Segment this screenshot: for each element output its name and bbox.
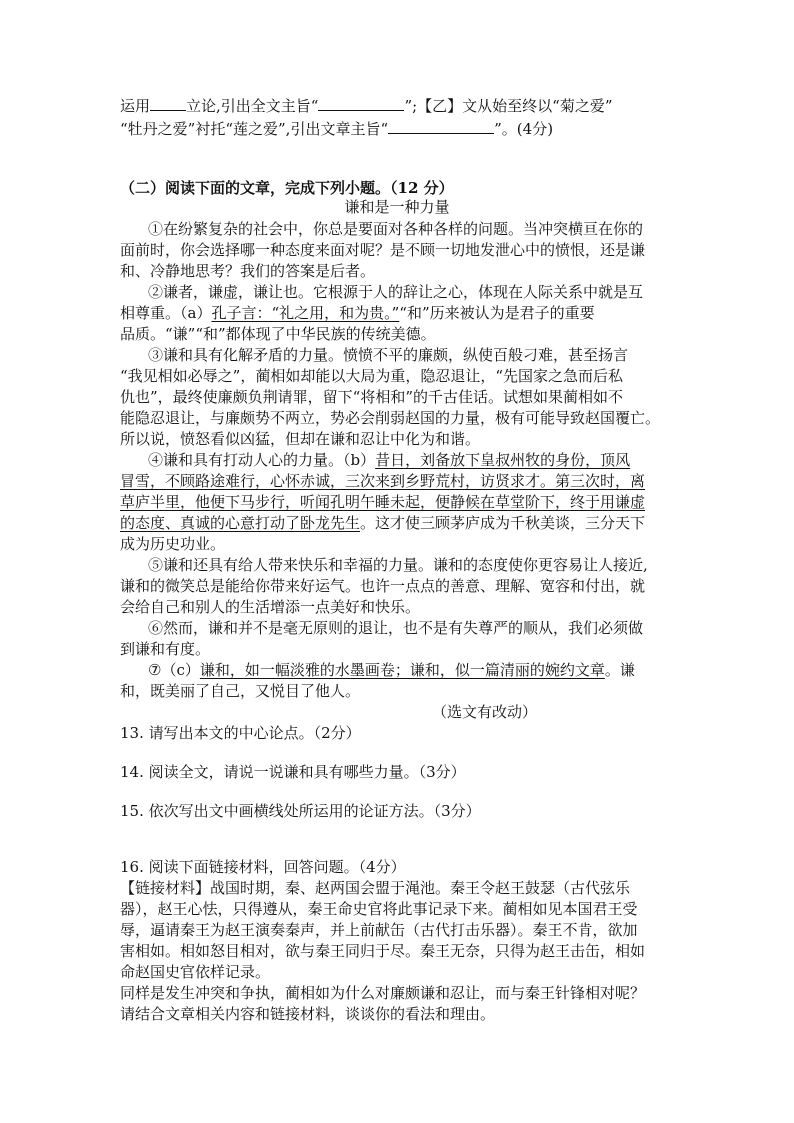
- text-segment: ④谦和具有打动人心的力量。（b）: [148, 451, 376, 469]
- paragraph-line: ⑤谦和还具有给人带来快乐和幸福的力量。谦和的态度使你更容易让人接近,: [148, 556, 648, 574]
- underlined-text: 草庐半里，他便下马步行，听闻孔明午睡未起，便静候在草堂阶下，终于用谦虚: [120, 493, 646, 511]
- paragraph-line: ①在纷繁复杂的社会中，你总是要面对各种各样的问题。当冲突横亘在你的: [148, 220, 644, 238]
- question-15: 15. 依次写出文中画横线处所运用的论证方法。（3分）: [120, 802, 481, 820]
- paragraph-line: 所以说，愤怒看似凶猛，但却在谦和忍让中化为和谐。: [120, 430, 481, 448]
- text-segment: ⑦（c）: [148, 661, 200, 679]
- text-segment: 。谦: [604, 661, 635, 679]
- material-line: 同样是发生冲突和争执，蔺相如为什么对廉颇谦和忍让，而与秦王针锋相对呢？: [120, 984, 646, 1002]
- underlined-text: 谦和，如一幅淡雅的水墨画卷；谦和，似一篇清丽的婉约文章: [199, 661, 605, 679]
- text-segment: “和”历来被认为是君子的重要: [399, 304, 595, 322]
- question-13: 13. 请写出本文的中心论点。（2分）: [120, 724, 361, 742]
- text-segment: 。这才使三顾茅庐成为千秋美谈，三分天下: [360, 514, 646, 532]
- text-segment: ”;【乙】文从始至终以“菊之爱”: [404, 97, 613, 115]
- paragraph-line: 成为历史功业。: [120, 535, 226, 553]
- answer-blank[interactable]: [388, 119, 494, 134]
- material-line: 器），赵王心怯，只得遵从，秦王命史官将此事记录下来。蔺相如见本国君王受: [120, 900, 638, 918]
- material-line: 害相如。相如怒目相对，欲与秦王同归于尽。秦王无奈，只得为赵王击缶，相如: [120, 942, 646, 960]
- answer-blank[interactable]: [318, 96, 404, 111]
- paragraph-line: ②谦者，谦虚，谦让也。它根源于人的辞让之心，体现在人际关系中就是互: [148, 283, 644, 301]
- paragraph-line: 会给自己和别人的生活增添一点美好和快乐。: [120, 598, 421, 616]
- paragraph-line: 能隐忍退让，与廉颇势不两立，势必会削弱赵国的力量，极有可能导致赵国覆亡。: [120, 409, 661, 427]
- paragraph-line: 仇也”，最终使廉颇负荆请罪，留下“将相和”的千古佳话。试想如果蔺相如不: [120, 388, 624, 406]
- paragraph-line: 和、冷静地思考？我们的答案是后者。: [120, 262, 376, 280]
- underlined-text: 昔日，刘备放下皇叔州牧的身份，顶风: [375, 451, 631, 469]
- paragraph-line: [120, 492, 645, 512]
- underlined-text: 孔子言：“礼之用，和为贵。”: [211, 304, 400, 322]
- source-note: （选文有改动）: [432, 703, 538, 721]
- answer-blank[interactable]: [150, 96, 186, 111]
- paragraph-line: [148, 660, 635, 680]
- text-segment: ”。(4分): [494, 120, 554, 138]
- question-14: 14. 阅读全文，请说一说谦和具有哪些力量。（3分）: [120, 763, 466, 781]
- text-segment: 运用: [120, 97, 151, 115]
- paragraph-line: 面前时，你会选择哪一种态度来面对呢？是不顾一切地发泄心中的愤恨，还是谦: [120, 241, 646, 259]
- question-16: 16. 阅读下面链接材料，回答问题。（4分）: [120, 858, 406, 876]
- material-line: 辱，逼请秦王为赵王演奏秦声，并上前献缶（古代打击乐器）。秦王不肯，欲加: [120, 921, 638, 939]
- paragraph-line: ⑥然而，谦和并不是毫无原则的退让，也不是有失尊严的顺从，我们必须做: [148, 619, 644, 637]
- text-segment: “牡丹之爱”衬托“莲之爱”,引出文章主旨“: [120, 120, 389, 138]
- paragraph-line: [120, 513, 645, 533]
- material-line: 请结合文章相关内容和链接材料，谈谈你的看法和理由。: [120, 1005, 496, 1023]
- top-line-1: [120, 96, 613, 116]
- top-line-2: [120, 119, 553, 139]
- paragraph-line: 和，既美丽了自己，又悦目了他人。: [120, 682, 361, 700]
- article-title: 谦和是一种力量: [344, 198, 450, 216]
- paragraph-line: 到谦和有度。: [120, 640, 211, 658]
- material-line: 【链接材料】战国时期，秦、赵两国会盟于渑池。秦王令赵王鼓瑟（古代弦乐: [120, 879, 631, 897]
- paragraph-line: 谦和的微笑总是能给你带来好运气。也许一点点的善意、理解、宽容和付出，就: [120, 577, 646, 595]
- underlined-text: 冒雪，不顾路途难行，心怀赤诚，三次来到乡野荒村，访贤求才。第三次时，离: [120, 472, 646, 490]
- material-line: 命赵国史官依样记录。: [120, 963, 271, 981]
- text-segment: 立论,引出全文主旨“: [186, 97, 319, 115]
- paragraph-line: “我见相如必辱之”，蔺相如却能以大局为重，隐忍退让，“先国家之急而后私: [120, 367, 624, 385]
- paragraph-line: [120, 471, 645, 491]
- paragraph-line: 品质。“谦”“和”都体现了中华民族的传统美德。: [120, 325, 436, 343]
- paragraph-line: [120, 303, 595, 323]
- section-header: （二）阅读下面的文章，完成下列小题。（12 分）: [120, 179, 454, 197]
- underlined-text: 的态度、真诚的心意打动了卧龙先生: [120, 514, 361, 532]
- text-segment: 相尊重。（a）: [120, 304, 212, 322]
- paragraph-line: ③谦和具有化解矛盾的力量。愤愤不平的廉颇，纵使百般刁难，甚至扬言: [148, 346, 629, 364]
- paragraph-line: [148, 450, 630, 470]
